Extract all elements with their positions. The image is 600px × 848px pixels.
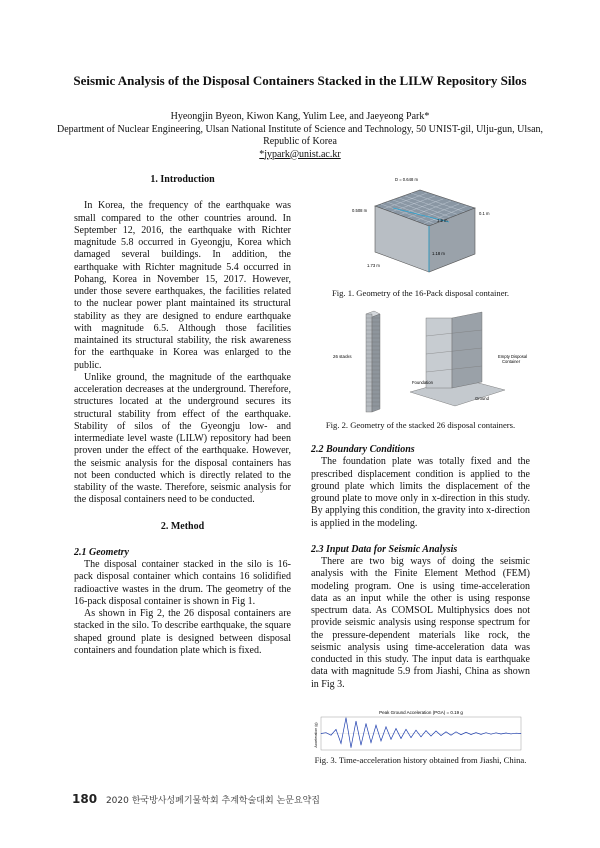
data-point xyxy=(476,732,477,733)
data-point xyxy=(326,732,327,733)
data-point xyxy=(426,730,427,731)
series-line-acceleration xyxy=(321,718,521,748)
series-points xyxy=(321,718,522,748)
data-point xyxy=(346,718,347,719)
boundary-paragraph: The foundation plate was totally fixed and the prescribed displacement condition is applied to the ground plate which limits the displacement of the ground plate to move only in x-direction in this study. By applying this condition, the gravity into x-direction is applied in the modeling. xyxy=(311,456,530,529)
data-point xyxy=(486,732,487,733)
fig1-label-d: D = 0.648 m xyxy=(395,177,418,182)
subsection-heading-geometry: 2.1 Geometry xyxy=(74,546,129,558)
data-point xyxy=(481,734,482,735)
data-point xyxy=(371,742,372,743)
data-point xyxy=(501,734,502,735)
data-point xyxy=(386,727,387,728)
section-heading-method: 2. Method xyxy=(160,520,205,532)
data-point xyxy=(436,731,437,732)
author-block xyxy=(40,111,560,161)
subsection-heading-boundary: 2.2 Boundary Conditions xyxy=(311,444,415,455)
data-point xyxy=(506,733,507,734)
left-column xyxy=(74,174,291,657)
intro-paragraph-1: In Korea, the frequency of the earthquake was small compared to the other countries around. In September 12, 2016, the earthquake with Richter magnitude 5.8 occurred in Gyeongju, Korea which damaged several buildings. In addition, the earthquake with Richter magnitude 5.4 occurred in Pohang, Korea in November 15, 2017. However, under those severe earthquakes, the facilities related to the nuclear power plant maintained its structural stability as they are designed to endure earthquake with magnitude 6.5. Although those facilities maintained its structural stability, the risk awareness for the earthquake in Korea was enlarged to the public. xyxy=(74,200,291,371)
subsection-heading-input-data: 2.3 Input Data for Seismic Analysis xyxy=(311,543,458,555)
data-point xyxy=(461,734,462,735)
data-point xyxy=(456,732,457,733)
data-point xyxy=(391,739,392,740)
page-number: 180 xyxy=(72,792,98,806)
data-point xyxy=(366,723,367,724)
affiliation: Department of Nuclear Engineering, Ulsan National Institute of Science and Technology, 50 UNIST-gil, Ulju-gun, Ulsan, Republic of Korea xyxy=(56,123,544,147)
fig1-label-w2: 1.9 m xyxy=(437,218,448,223)
figure-3 xyxy=(311,707,530,753)
geometry-paragraph-2: As shown in Fig 2, the 26 disposal containers are stacked in the silo. To describe earthquake, the square shaped ground plate is designed between disposal containers and foundation plate which is fixed. xyxy=(74,608,291,656)
footer-text: 2020 한국방사성폐기물학회 추계학술대회 논문요약집 xyxy=(105,796,320,806)
data-point xyxy=(466,732,467,733)
fig3-title: Peak Ground Acceleration (PGA) = 0.19 g xyxy=(379,710,463,715)
data-point xyxy=(516,733,517,734)
geometry-paragraph-1: The disposal container stacked in the silo is 16-pack disposal container which contains 16 solidified radioactive wastes in the drum. The geometry of the 16-pack disposal container is shown in Fig 1. xyxy=(74,559,291,607)
page-footer xyxy=(72,792,320,806)
fig2-label-foundation: Foundation xyxy=(412,380,433,385)
data-point xyxy=(396,728,397,729)
figure-1-caption: Fig. 1. Geometry of the 16-Pack disposal container. xyxy=(331,288,510,298)
fig2-label-empty-1: Empty Disposal xyxy=(498,354,528,359)
data-point xyxy=(511,734,512,735)
fig2-label-ground: Ground xyxy=(475,396,489,401)
paper-title: Seismic Analysis of the Disposal Containers Stacked in the LILW Repository Silos xyxy=(73,73,527,88)
data-point xyxy=(321,733,322,734)
data-point xyxy=(401,738,402,739)
author-list: Hyeongjin Byeon, Kiwon Kang, Yulim Lee, and Jaeyeong Park* xyxy=(170,111,430,122)
data-point xyxy=(361,745,362,746)
fig1-label-w1: 0.508 m xyxy=(352,208,368,213)
fig1-label-h1: 1.18 m xyxy=(432,251,445,256)
data-point xyxy=(521,733,522,734)
data-point xyxy=(376,725,377,726)
container-geometry-drawing xyxy=(345,172,500,280)
data-point xyxy=(431,736,432,737)
section-heading-introduction: 1. Introduction xyxy=(150,174,215,185)
data-point xyxy=(381,741,382,742)
container-stack xyxy=(366,311,380,412)
figure-2-caption: Fig. 2. Geometry of the stacked 26 disposal containers. xyxy=(325,420,516,430)
figure-2 xyxy=(330,308,530,418)
contact-email[interactable]: *jypark@unist.ac.kr xyxy=(259,148,341,160)
stacked-containers-drawing xyxy=(330,308,530,418)
data-point xyxy=(496,733,497,734)
fig1-label-h2: 1.73 m xyxy=(367,263,380,268)
data-point xyxy=(416,730,417,731)
data-point xyxy=(411,737,412,738)
data-point xyxy=(446,732,447,733)
right-column xyxy=(311,444,530,691)
figure-1 xyxy=(345,172,500,280)
data-point xyxy=(421,737,422,738)
data-point xyxy=(406,729,407,730)
container-closeup xyxy=(410,312,505,406)
data-point xyxy=(341,743,342,744)
fig2-label-stacks: 26 stacks xyxy=(333,354,352,359)
fig1-label-t: 0.1 m xyxy=(479,211,490,216)
data-point xyxy=(336,729,337,730)
data-point xyxy=(331,735,332,736)
input-data-paragraph: There are two big ways of doing the seismic analysis with the Finite Element Method (FEM) modeling program. One is using time-acceleration data as an input while the other is using response spectrum data. As COMSOL Multiphysics does not provide seismic analysis using response spectrum for the pressure-dependent materials like rock, the seismic analysis using time-acceleration data was conducted in this study. The input data is earthquake data with magnitude 5.9 from Jiashi, China as shown in Fig 3. xyxy=(311,556,530,690)
data-point xyxy=(471,734,472,735)
data-point xyxy=(351,747,352,748)
fig2-label-empty-2: Container xyxy=(502,359,521,364)
acceleration-chart xyxy=(311,707,530,753)
figure-3-caption: Fig. 3. Time-acceleration history obtained from Jiashi, China. xyxy=(314,755,527,765)
data-point xyxy=(441,735,442,736)
data-point xyxy=(356,721,357,722)
fig3-ylabel: Acceleration (g) xyxy=(314,722,318,748)
intro-paragraph-2: Unlike ground, the magnitude of the earthquake acceleration decreases at the underground. Therefore, structures located at the underground secures its structural stability from effect of the earthquake. Stability of silos of the Gyeongju low- and intermediate level waste (LILW) repository had been proven under the effect of the earthquake. However, the seismic analysis for the disposal containers has not been conducted which is directly related to the stability of the waste. Therefore, seismic analysis for the disposal containers need to be conducted. xyxy=(74,371,291,506)
data-point xyxy=(451,735,452,736)
data-point xyxy=(491,734,492,735)
